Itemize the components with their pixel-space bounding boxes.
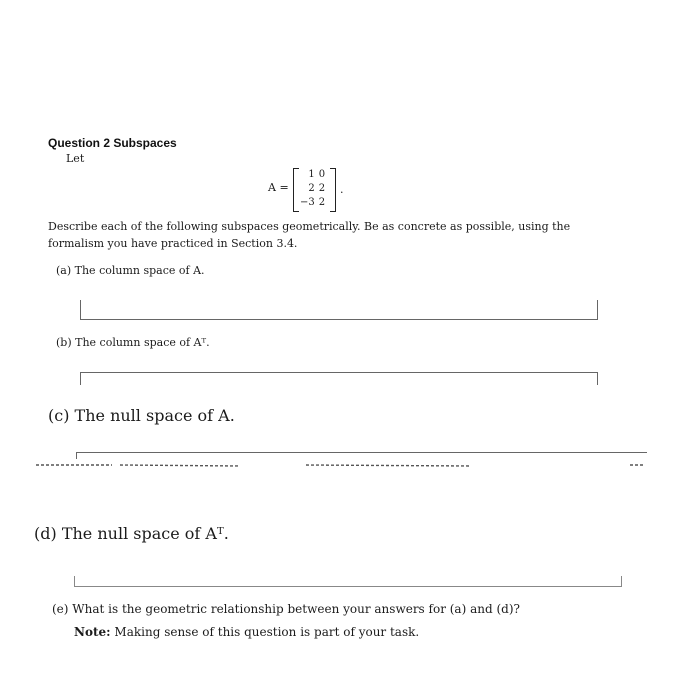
part-a-answer-box[interactable] — [80, 300, 598, 320]
part-b-prompt: (b) The column space of Aᵀ. — [56, 336, 210, 349]
matrix-row — [298, 181, 327, 195]
part-b-answer-box[interactable] — [80, 372, 598, 385]
instructions-text: Describe each of the following subspaces geometrically. Be as concrete as possible, using the formalism you have practiced in Section 3.4. — [48, 220, 571, 250]
scan-artifact-strip — [0, 458, 681, 472]
part-e-prompt: (e) What is the geometric relationship between your answers for (a) and (d)? — [52, 602, 520, 616]
note-text: Making sense of this question is part of your task. — [114, 625, 420, 639]
matrix-cell: 2 — [318, 182, 326, 194]
part-d-prompt: (d) The null space of Aᵀ. — [34, 524, 229, 543]
part-a-prompt: (a) The column space of A. — [56, 264, 205, 277]
matrix-cell: 0 — [318, 168, 326, 180]
matrix-period: . — [340, 183, 344, 196]
part-d-answer-box[interactable] — [74, 576, 622, 587]
matrix-label: A = — [268, 181, 289, 194]
matrix-a — [298, 167, 327, 209]
right-bracket — [330, 168, 336, 212]
part-e-note — [52, 621, 520, 644]
matrix-row — [298, 195, 327, 209]
matrix-cell: 1 — [308, 168, 315, 180]
matrix-row — [298, 167, 327, 181]
question-heading: Question 2 Subspaces — [48, 136, 177, 150]
matrix-cell: 2 — [308, 182, 315, 194]
intro-text: Let — [66, 152, 85, 165]
part-e-block — [52, 598, 520, 644]
note-label: Note: — [74, 625, 111, 639]
matrix-cell: −3 — [300, 196, 315, 208]
matrix-cell: 2 — [318, 196, 326, 208]
part-c-prompt: (c) The null space of A. — [48, 406, 235, 425]
